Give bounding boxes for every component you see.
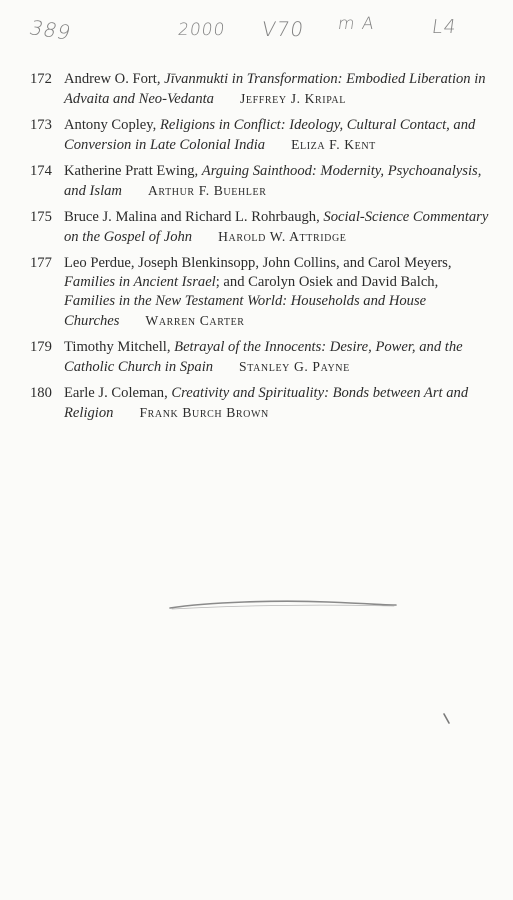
entry-body [64, 338, 492, 377]
book-title: Betrayal of the Innocents: Desire, Power, and the Catholic Church in Spain [64, 339, 463, 375]
pen-stroke-mark [168, 596, 400, 618]
entry-authors: Leo Perdue, Joseph Blenkinsopp, John Collins, and Carol Meyers, [64, 255, 452, 271]
handwritten-note: m A [336, 14, 376, 34]
page-number: 180 [30, 385, 52, 401]
entry-body [64, 116, 492, 155]
handwritten-note: L4 [430, 16, 459, 38]
entry-authors-2: ; and Carolyn Osiek and David Balch, [215, 274, 439, 290]
entry-authors: Katherine Pratt Ewing, [64, 163, 202, 179]
review-entry [30, 70, 492, 109]
entry-authors: Bruce J. Malina and Richard L. Rohrbaugh, [64, 209, 324, 225]
entry-body [64, 162, 492, 201]
page-number: 173 [30, 117, 52, 133]
handwritten-notes [0, 14, 513, 44]
review-entry [30, 116, 492, 155]
book-title: Creativity and Spirituality: Bonds between Art and Religion [64, 385, 469, 421]
review-list [30, 70, 492, 430]
book-title: Social-Science Commentary on the Gospel of John [64, 209, 489, 245]
entry-body [64, 70, 492, 109]
entry-body [64, 254, 492, 331]
reviewer-name: Frank Burch Brown [139, 405, 269, 420]
entry-body [64, 384, 492, 423]
page-number: 175 [30, 209, 52, 225]
handwritten-note: 389 [26, 15, 75, 45]
review-entry [30, 384, 492, 423]
entry-authors: Andrew O. Fort, [64, 71, 165, 87]
review-entry [30, 162, 492, 201]
pencil-tick-mark [442, 712, 454, 726]
book-title-2: Families in the New Testament World: Households and House Churches [64, 293, 427, 329]
handwritten-note: V70 [260, 17, 306, 41]
review-entry [30, 254, 492, 331]
reviewer-name: Jeffrey J. Kripal [239, 91, 346, 106]
book-title: Jīvanmukti in Transformation: Embodied Liberation in Advaita and Neo-Vedanta [64, 71, 486, 107]
handwritten-note: 2000 [176, 20, 227, 40]
entry-authors: Earle J. Coleman, [64, 385, 172, 401]
review-entry [30, 208, 492, 247]
page-number: 172 [30, 71, 52, 87]
reviewer-name: Arthur F. Buehler [147, 183, 267, 198]
reviewer-name: Harold W. Attridge [218, 229, 347, 244]
book-title: Families in Ancient Israel [64, 274, 216, 290]
page-number: 179 [30, 339, 52, 355]
reviewer-name: Stanley G. Payne [239, 359, 350, 374]
page-number: 174 [30, 163, 52, 179]
reviewer-name: Warren Carter [145, 313, 245, 328]
book-title: Religions in Conflict: Ideology, Cultural Contact, and Conversion in Late Colonial India [64, 117, 476, 153]
entry-body [64, 208, 492, 247]
entry-authors: Antony Copley, [64, 117, 160, 133]
review-entry [30, 338, 492, 377]
reviewer-name: Eliza F. Kent [291, 137, 376, 152]
entry-authors: Timothy Mitchell, [64, 339, 175, 355]
page-number: 177 [30, 255, 52, 271]
book-title: Arguing Sainthood: Modernity, Psychoanalysis, and Islam [64, 163, 482, 199]
